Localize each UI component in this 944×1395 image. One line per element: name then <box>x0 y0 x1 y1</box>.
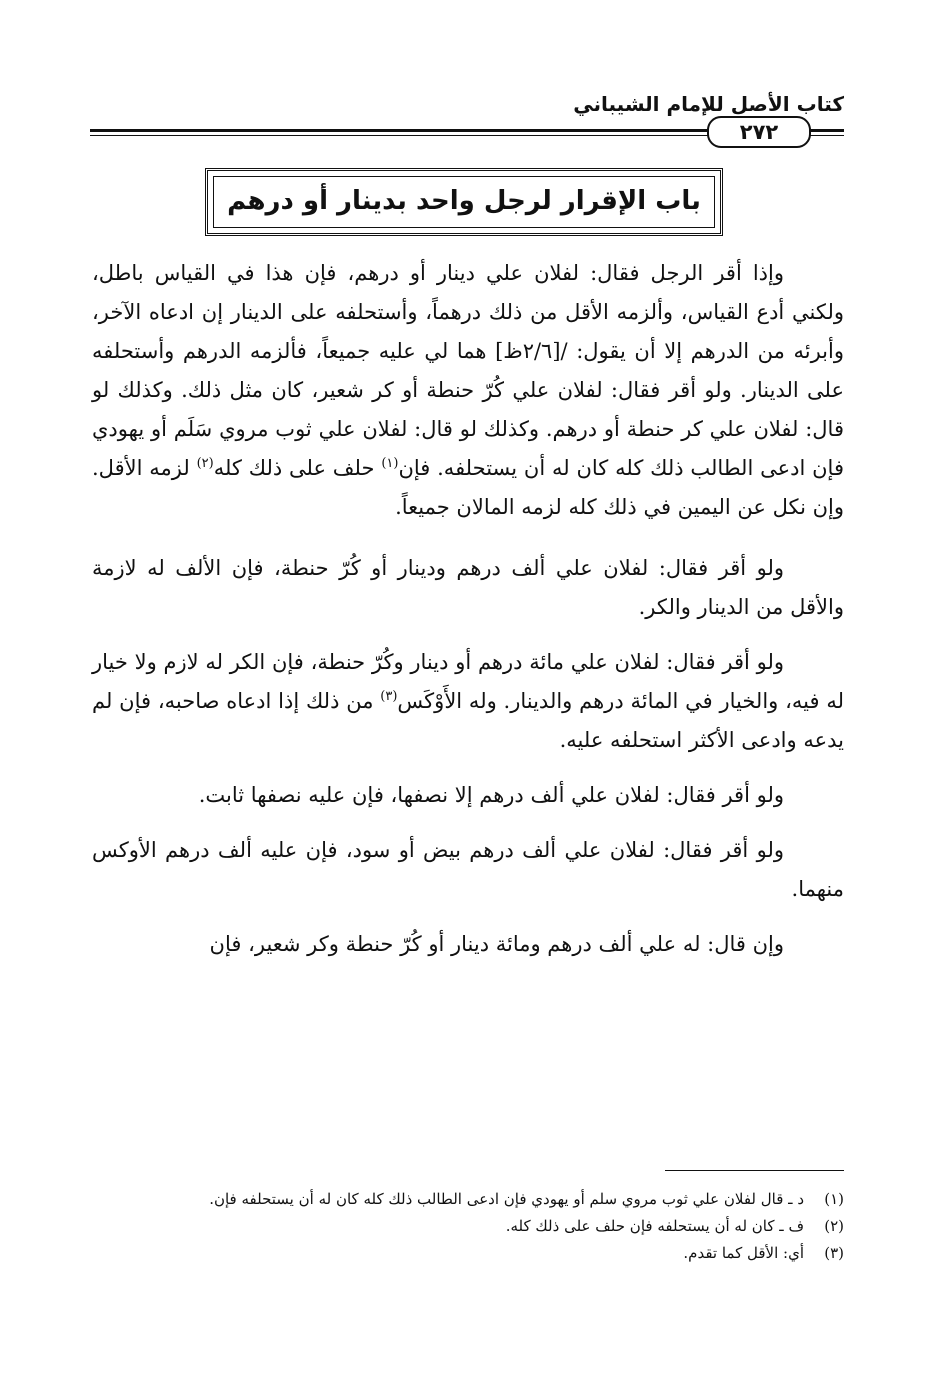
footnote-1 <box>92 1186 844 1213</box>
paragraph-4: ولو أقر فقال: لفلان علي ألف درهم إلا نصفها، فإن عليه نصفها ثابت. <box>198 783 784 807</box>
paragraph-3 <box>92 643 844 760</box>
running-head-title: كتاب الأصل للإمام الشيباني <box>573 92 844 116</box>
footnote-ref-1: (١) <box>381 456 399 471</box>
paragraph-1-part-3: لزمه الأقل. وإن نكل عن اليمين في ذلك كله لزمه المالان جميعاً. <box>92 456 844 519</box>
chapter-title-frame <box>205 168 723 236</box>
footnote-3 <box>92 1240 844 1267</box>
paragraph-1-part-1: وإذا أقر الرجل فقال: لفلان علي دينار أو درهم، فإن هذا في القياس باطل، ولكني أدع القياس، وألزمه الأقل من ذلك درهماً، وأستحلفه على الدينار إن ادعاه الآخر، وأبرئه من الدرهم إلا أن يقول: /[٢/٦ظ] هما لي عليه جميعاً، فألزمه الدرهم وأستحلفه على الدينار. ولو أقر فقال: لفلان علي كُرّ حنطة أو كر شعير، كان مثل ذلك. وكذلك لو قال: لفلان علي كر حنطة أو درهم. وكذلك لو قال: لفلان علي ثوب مروي سَلَم أو يهودي فإن ادعى الطالب ذلك كله كان له أن يستحلفه. فإن <box>92 261 844 480</box>
chapter-title: باب الإقرار لرجل واحد بدينار أو درهم <box>213 176 715 228</box>
footnote-3-number: (٣) <box>824 1244 844 1262</box>
paragraph-5: ولو أقر فقال: لفلان علي ألف درهم بيض أو سود، فإن عليه ألف درهم الأوكس منهما. <box>92 838 844 901</box>
footnote-2 <box>92 1213 844 1240</box>
paragraph-3-part-1: ولو أقر فقال: لفلان علي مائة درهم أو دينار وكُرّ حنطة، فإن الكر له لازم ولا خيار له فيه، والخيار في المائة درهم والدينار. وله الأَوْكَس <box>92 650 844 713</box>
main-text <box>92 254 844 980</box>
footnote-ref-2: (٢) <box>196 456 214 471</box>
paragraph-1-part-2: حلف على ذلك كله <box>213 456 375 480</box>
footnote-1-number: (١) <box>824 1190 844 1208</box>
page-number: ٢٧٢ <box>707 116 811 148</box>
footnote-3-text: أي: الأقل كما تقدم. <box>683 1244 804 1262</box>
footnote-1-text: د ـ قال لفلان علي ثوب مروي سلم أو يهودي فإن ادعى الطالب ذلك كله كان له أن يستحلفه فإن. <box>209 1190 804 1208</box>
paragraph-3-part-2: من ذلك إذا ادعاه صاحبه، فإن لم يدعه وادعى الأكثر استحلفه عليه. <box>92 689 844 752</box>
footnote-divider <box>665 1170 844 1171</box>
paragraph-2: ولو أقر فقال: لفلان علي ألف درهم ودينار أو كُرّ حنطة، فإن الألف له لازمة والأقل من الدينار والكر. <box>92 556 844 619</box>
page-header <box>90 92 844 146</box>
footnote-2-number: (٢) <box>824 1217 844 1235</box>
footnote-ref-3: (٣) <box>380 689 398 704</box>
paragraph-1 <box>92 254 844 527</box>
paragraph-6: وإن قال: له علي ألف درهم ومائة دينار أو كُرّ حنطة وكر شعير، فإن <box>209 932 784 956</box>
footnote-2-text: ف ـ كان له أن يستحلفه فإن حلف على ذلك كله. <box>505 1217 804 1235</box>
footnotes <box>92 1186 844 1267</box>
